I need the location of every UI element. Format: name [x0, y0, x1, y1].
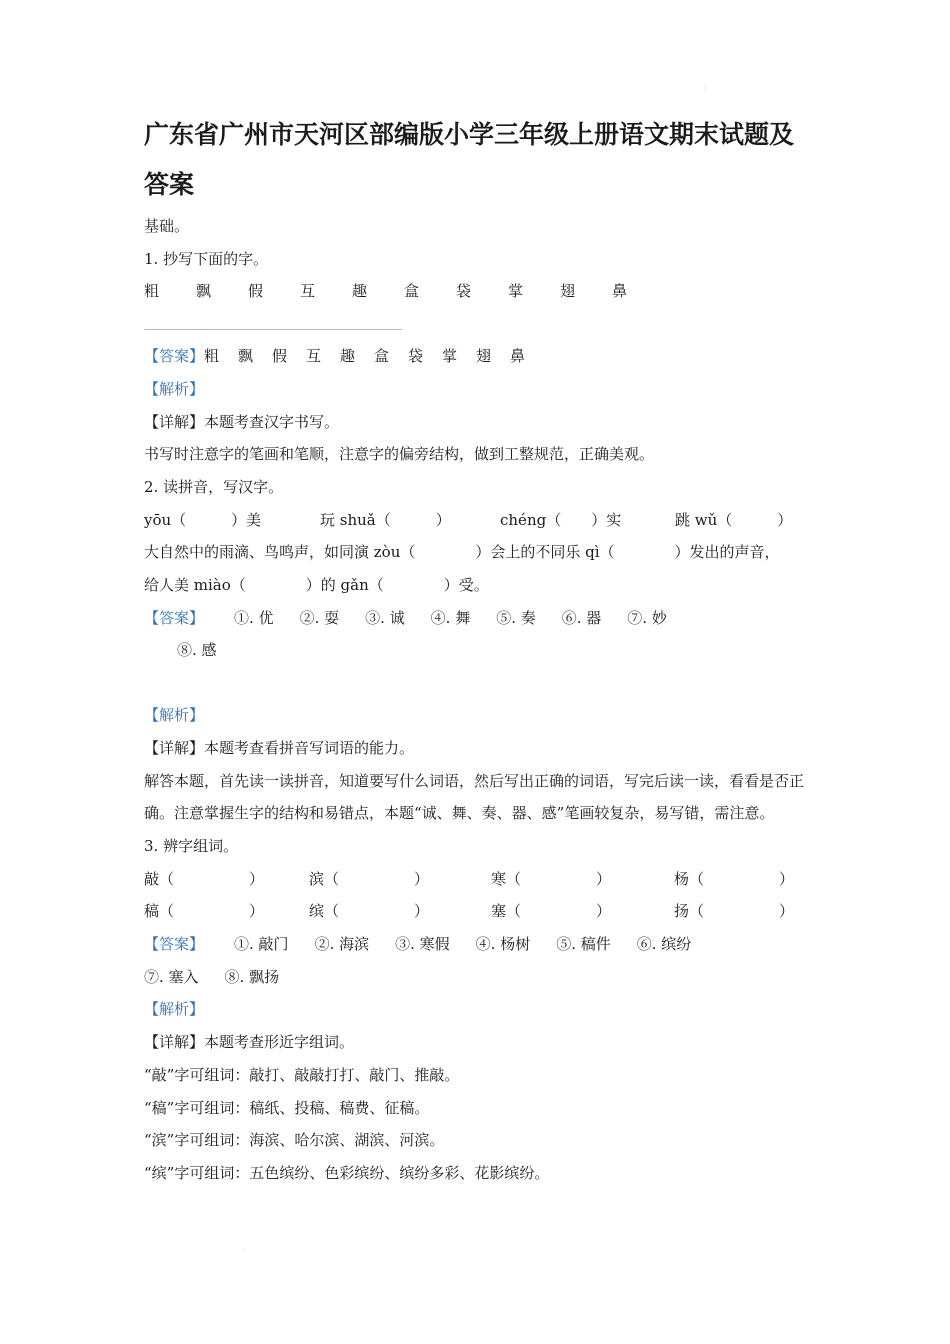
q3-answer-item: ⑧. 飘扬: [224, 967, 280, 986]
q1-char-row: [144, 275, 810, 308]
q2-blank-item: 玩 shuǎ（ ）: [320, 510, 451, 529]
q2-answer-item: ⑥. 器: [561, 608, 602, 627]
q2-analysis-tag: 【解析】: [144, 706, 205, 725]
q2-blank-item: chéng（ ）实: [500, 510, 622, 529]
q3-answer-item: ⑤. 稿件: [556, 935, 611, 954]
q3-blank-item: 寒（ ）: [491, 869, 612, 888]
q1-char: 掌: [508, 282, 524, 301]
header-mark: ·: [703, 84, 706, 93]
q2-prompt: 2. 读拼音，写汉字。: [144, 477, 284, 496]
q3-answer-item: ②. 海滨: [314, 935, 370, 954]
q2-explain: 解答本题，首先读一读拼音，知道要写什么词语，然后写出正确的词语，写完后读一读，看看是否正确。注意掌握生字的结构和易错点，本题“诚、舞、奏、器、感”笔画较复杂，易写错，需注意。: [144, 771, 805, 823]
q2-sentence-line2: 给人美 miào（ ）的 gǎn（ ）受。: [144, 576, 489, 595]
q2-pinyin-row: [144, 504, 810, 537]
q3-row-2: [144, 895, 810, 928]
q1-char: 趣: [352, 282, 368, 301]
q3-analysis-tag: 【解析】: [144, 1000, 205, 1019]
q3-blank-item: 扬（ ）: [674, 902, 795, 921]
q1-char: 飘: [196, 282, 212, 301]
q1-answer-char: 盒: [374, 347, 390, 366]
document-page: [144, 110, 810, 1190]
q2-answer-item: ⑦. 妙: [627, 608, 667, 627]
q3-word-line: “稿”字可组词：稿纸、投稿、稿费、征稿。: [144, 1098, 430, 1117]
q1-writing-line: [144, 329, 402, 330]
q2-answer-item: ③. 诚: [365, 608, 405, 627]
q2-answer-item: ④. 舞: [430, 608, 471, 627]
q3-answer-item: ⑥. 缤纷: [636, 935, 692, 954]
q3-blank-item: 缤（ ）: [309, 902, 430, 921]
q1-answer-tag: 【答案】: [144, 347, 205, 366]
q2-answer-item: ②. 耍: [299, 608, 340, 627]
q2-blank-item: 跳 wǔ（ ）: [675, 510, 793, 529]
q1-char: 互: [300, 282, 316, 301]
q1-answer-char: 粗: [204, 347, 220, 366]
q2-sentence-line1: 大自然中的雨滴、鸟鸣声，如同演 zòu（ ）会上的不同乐 qì（ ）发出的声音，: [144, 543, 780, 562]
q1-answer-char: 鼻: [510, 347, 526, 366]
q3-blank-item: 杨（ ）: [674, 869, 795, 888]
q3-detail: 【详解】本题考查形近字组词。: [144, 1033, 355, 1052]
q3-word-line: “敲”字可组词：敲打、敲敲打打、敲门、推敲。: [144, 1065, 460, 1084]
q3-answer-tag: 【答案】: [144, 935, 205, 954]
q1-analysis-tag: 【解析】: [144, 379, 205, 398]
q1-answer-char: 飘: [238, 347, 254, 366]
q1-char: 粗: [144, 282, 160, 301]
q1-char: 假: [248, 282, 264, 301]
q1-char: 翅: [560, 282, 576, 301]
q2-answer-tag: 【答案】: [144, 608, 205, 627]
q1-char: 鼻: [612, 282, 628, 301]
q3-answer-item: ①. 敲门: [234, 935, 289, 954]
q1-char: 袋: [456, 282, 472, 301]
q1-prompt: 1. 抄写下面的字。: [144, 249, 269, 268]
q1-answer-char: 互: [306, 347, 322, 366]
page-title: 广东省广州市天河区部编版小学三年级上册语文期末试题及答案: [144, 120, 795, 199]
q2-detail: 【详解】本题考查看拼音写词语的能力。: [144, 738, 415, 757]
q1-detail: 【详解】本题考查汉字书写。: [144, 412, 340, 431]
q3-blank-item: 塞（ ）: [491, 902, 612, 921]
footer-mark: ·: [243, 1246, 246, 1255]
q3-answer-row: [144, 928, 810, 961]
spacer: [144, 667, 810, 699]
q3-word-line: “缤”字可组词：五色缤纷、色彩缤纷、缤纷多彩、花影缤纷。: [144, 1163, 550, 1182]
q3-answer-row-2: [144, 961, 810, 994]
q3-word-line: “滨”字可组词：海滨、哈尔滨、湖滨、河滨。: [144, 1131, 445, 1150]
q2-answer-item-8: ⑧. 感: [177, 641, 217, 660]
q3-answer-item: ③. 寒假: [395, 935, 450, 954]
q1-answer-char: 袋: [408, 347, 424, 366]
q3-row-1: [144, 863, 810, 896]
q2-answer-item: ⑤. 奏: [496, 608, 536, 627]
q3-answer-item: ④. 杨树: [475, 935, 531, 954]
q3-blank-item: 滨（ ）: [309, 869, 430, 888]
q3-blank-item: 稿（ ）: [144, 902, 265, 921]
q1-answer-char: 趣: [340, 347, 356, 366]
section-label: 基础。: [144, 217, 190, 235]
q1-answer-char: 假: [272, 347, 288, 366]
q1-char: 盒: [404, 282, 420, 301]
q1-explain: 书写时注意字的笔画和笔顺，注意字的偏旁结构，做到工整规范，正确美观。: [144, 445, 655, 464]
q1-answer-char: 掌: [442, 347, 458, 366]
q2-blank-item: yōu（ ）美: [144, 510, 262, 529]
q3-blank-item: 敲（ ）: [144, 869, 265, 888]
q2-answer-item: ①. 优: [234, 608, 274, 627]
q1-answer-char: 翅: [476, 347, 492, 366]
q3-prompt: 3. 辨字组词。: [144, 836, 239, 855]
q2-answer-row: [144, 602, 810, 635]
q1-answer-row: [144, 340, 810, 373]
q3-answer-item: ⑦. 塞入: [144, 967, 199, 986]
